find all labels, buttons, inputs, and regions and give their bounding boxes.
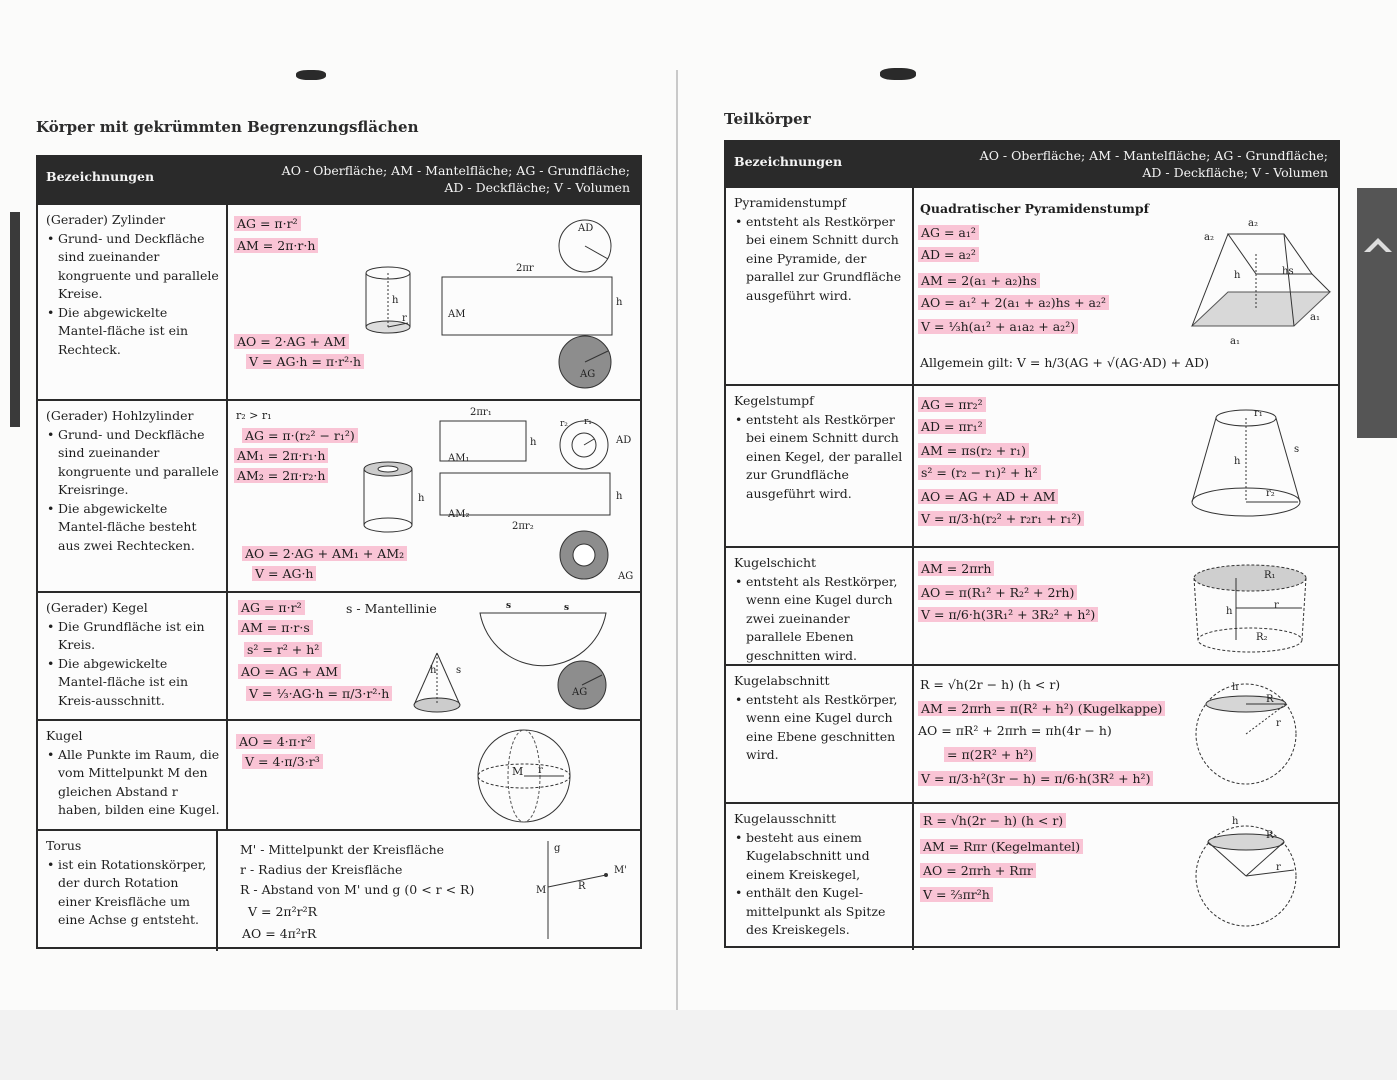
torus-label-mp: M' — [614, 865, 627, 876]
kugel-bullet-1: • Alle Punkte im Raum, die vom Mittelpunkt M den gleichen Abstand r haben, bilden eine Kugel. — [58, 746, 220, 820]
hohlzylinder-formula-ag: AG = π·(r₂² − r₁²) — [242, 428, 358, 443]
kugelabschnitt-name: Kugelabschnitt — [734, 673, 830, 688]
hohlzylinder-label-c2: 2πr₂ — [512, 521, 534, 532]
kegelstumpf-formula-am: AM = πs(r₂ + r₁) — [918, 443, 1029, 458]
zylinder-formula-ao: AO = 2·AG + AM — [234, 334, 349, 349]
kugelabschnitt-formula-v: V = π/3·h²(3r − h) = π/6·h(3R² + h²) — [918, 771, 1153, 786]
zylinder-label-h: h — [392, 295, 399, 306]
header-legend: AO - Oberfläche; AM - Mantelfläche; AG - Grundfläche; AD - Deckfläche; V - Volumen — [281, 163, 630, 195]
zylinder-description — [38, 205, 228, 399]
hohlzylinder-formula-ao: AO = 2·AG + AM₁ + AM₂ — [242, 546, 407, 561]
hohlzylinder-label-h: h — [418, 493, 425, 504]
zylinder-base-circle — [558, 335, 612, 389]
row-torus — [38, 829, 640, 951]
kegel-note-mantellinie: s - Mantellinie — [346, 601, 437, 616]
kugelabschnitt-formula-ao2: = π(2R² + h²) — [944, 747, 1036, 762]
kugelausschnitt-formula-ao: AO = 2πrh + Rπr — [920, 863, 1036, 878]
torus-label-m: M — [536, 885, 547, 896]
kegelstumpf-formula-ao: AO = AG + AD + AM — [918, 489, 1058, 504]
hohlzylinder-bullet-2: • Die abgewickelte Mantel-fläche besteht aus zwei Rechtecken. — [58, 500, 220, 556]
kugelausschnitt-bullet-1: • besteht aus einem Kugelabschnitt und einem Kreiskegel, — [746, 829, 906, 885]
kugel-name: Kugel — [46, 728, 83, 743]
kugelschicht-label-r: r — [1274, 600, 1279, 611]
kegel-bullet-2: • Die abgewickelte Mantel-fläche ist ein Kreis-ausschnitt. — [58, 655, 220, 711]
kugelausschnitt-formula-R: R = √h(2r − h) (h < r) — [920, 813, 1066, 828]
kugelschicht-description — [726, 548, 914, 666]
pyramidenstumpf-formula-v: V = ⅓h(a₁² + a₁a₂ + a₂²) — [918, 319, 1078, 334]
torus-label-R: R — [578, 881, 586, 892]
kegelstumpf-description — [726, 386, 914, 548]
hohlzylinder-description — [38, 401, 228, 593]
kugelschicht-label-h: h — [1226, 606, 1233, 617]
left-page-edge-bar — [10, 212, 20, 427]
kegelstumpf-formula-v: V = π/3·h(r₂² + r₂r₁ + r₁²) — [918, 511, 1084, 526]
kugelabschnitt-formula-R: R = √h(2r − h) (h < r) — [920, 677, 1061, 692]
hohlzylinder-formula-am2: AM₂ = 2π·r₂·h — [234, 468, 328, 483]
hohlzylinder-label-c1: 2πr₁ — [470, 407, 492, 418]
hohlzylinder-label-am2: AM₂ — [448, 509, 470, 520]
kugelschicht-formula-ao: AO = π(R₁² + R₂² + 2rh) — [918, 585, 1077, 600]
zylinder-formula-v: V = AG·h = π·r²·h — [246, 354, 364, 369]
kugelschicht-label-R2: R₂ — [1256, 632, 1268, 643]
hohlzylinder-label-h1: h — [530, 437, 537, 448]
kugel-formula-v: V = 4·π/3·r³ — [242, 754, 323, 769]
left-table — [36, 155, 642, 949]
scan-bottom-margin — [0, 1010, 1397, 1080]
row-kugel — [38, 719, 640, 831]
torus-name: Torus — [46, 838, 82, 853]
binding-smudge-2 — [880, 68, 916, 80]
pyramidenstumpf-subtitle: Quadratischer Pyramidenstumpf — [920, 201, 1149, 216]
up-arrow-icon[interactable] — [1360, 232, 1394, 258]
kugelausschnitt-formula-v: V = ⅔πr²h — [920, 887, 993, 902]
kegelstumpf-label-r2: r₂ — [1266, 488, 1275, 499]
hohlzylinder-label-h2: h — [616, 491, 623, 502]
kugelschicht-diagram — [1192, 556, 1308, 660]
kugelausschnitt-formula-am: AM = Rπr (Kegelmantel) — [920, 839, 1083, 854]
kugelabschnitt-label-h: h — [1232, 682, 1239, 693]
kegelstumpf-name: Kegelstumpf — [734, 393, 814, 408]
row-kegel — [38, 591, 640, 721]
pyramidenstumpf-bullet-1: • entsteht als Restkörper bei einem Schnitt durch eine Pyramide, der parallel zur Grundfläche ausgeführt wird. — [746, 213, 906, 306]
kegel-label-s: s — [456, 665, 462, 676]
zylinder-formula-am: AM = 2π·r·h — [234, 238, 318, 253]
zylinder-bullet-1: • Grund- und Deckfläche sind zueinander kongruente und parallele Kreise. — [58, 230, 220, 304]
right-page-edge-tab — [1357, 188, 1397, 438]
kugelschicht-label-R1: R₁ — [1264, 570, 1276, 581]
kegel-diagram — [410, 649, 464, 715]
page-fold — [676, 70, 678, 1020]
pyramidenstumpf-formula-am: AM = 2(a₁ + a₂)hs — [918, 273, 1040, 288]
kegel-sector-s1: s — [506, 601, 512, 611]
kugelabschnitt-description — [726, 666, 914, 804]
pyramidenstumpf-label-a1-bottom: a₁ — [1230, 336, 1240, 347]
kegel-name: (Gerader) Kegel — [46, 600, 148, 615]
hohlzylinder-label-ag: AG — [618, 571, 634, 582]
kugelabschnitt-label-r: r — [1276, 718, 1281, 729]
hohlzylinder-label-ad: AD — [616, 435, 632, 446]
left-table-header — [38, 157, 640, 205]
zylinder-label-r: r — [402, 313, 407, 324]
kugelabschnitt-bullet-1: • entsteht als Restkörper, wenn eine Kugel durch eine Ebene geschnitten wird. — [746, 691, 906, 765]
kugel-description — [38, 721, 228, 831]
zylinder-label-ad: AD — [578, 223, 594, 234]
kegelstumpf-formula-ag: AG = πr₂² — [918, 397, 986, 412]
kegelstumpf-formula-s: s² = (r₂ − r₁)² + h² — [918, 465, 1041, 480]
hohlzylinder-label-r2: r₂ — [560, 419, 568, 429]
header-bezeichnungen: Bezeichnungen — [46, 169, 155, 184]
hohlzylinder-label-r1: r₁ — [584, 417, 592, 427]
kegel-formula-am: AM = π·r·s — [238, 620, 313, 635]
row-hohlzylinder — [38, 399, 640, 593]
kugelabschnitt-diagram — [1194, 680, 1298, 788]
kegel-base-circle — [556, 659, 608, 711]
header-bezeichnungen: Bezeichnungen — [734, 154, 843, 169]
hohlzylinder-condition: r₂ > r₁ — [236, 409, 272, 422]
zylinder-net-rectangle — [442, 277, 612, 335]
hohlzylinder-formula-am1: AM₁ = 2π·r₁·h — [234, 448, 328, 463]
pyramidenstumpf-formula-ag: AG = a₁² — [918, 225, 979, 240]
kegel-label-h: h — [430, 665, 437, 676]
torus-formula-v: V = 2π²r²R — [248, 904, 318, 919]
kegelstumpf-formula-ad: AD = πr₁² — [918, 419, 986, 434]
zylinder-label-circumference: 2πr — [516, 263, 534, 274]
pyramidenstumpf-description — [726, 188, 914, 384]
kegel-label-ag: AG — [572, 687, 588, 698]
pyramidenstumpf-name: Pyramidenstumpf — [734, 195, 847, 210]
right-page-title: Teilkörper — [724, 110, 811, 128]
kugel-formula-ao: AO = 4·π·r² — [236, 734, 315, 749]
torus-def-R: R - Abstand von M' und g (0 < r < R) — [240, 882, 475, 897]
torus-bullet-1: • ist ein Rotationskörper, der durch Rotation einer Kreisfläche um eine Achse g entsteht. — [58, 856, 210, 930]
kugelschicht-name: Kugelschicht — [734, 555, 817, 570]
row-kegelstumpf — [726, 384, 1338, 548]
pyramidenstumpf-general: Allgemein gilt: V = h/3(AG + √(AG·AD) + AD) — [920, 355, 1209, 370]
kugel-label-m: M — [512, 765, 524, 778]
right-table-header — [726, 142, 1338, 188]
row-kugelausschnitt — [726, 802, 1338, 950]
zylinder-formula-ag: AG = π·r² — [234, 216, 301, 231]
hohlzylinder-bullet-1: • Grund- und Deckfläche sind zueinander kongruente und parallele Kreisringe. — [58, 426, 220, 500]
hohlzylinder-name: (Gerader) Hohlzylinder — [46, 408, 194, 423]
left-page-title: Körper mit gekrümmten Begrenzungsflächen — [36, 118, 419, 136]
kugelausschnitt-label-h: h — [1232, 816, 1239, 827]
torus-description — [38, 831, 218, 951]
torus-def-r: r - Radius der Kreisfläche — [240, 862, 403, 877]
kugelschicht-formula-am: AM = 2πrh — [918, 561, 994, 576]
kegel-formula-v: V = ⅓·AG·h = π/3·r²·h — [246, 686, 392, 701]
kegelstumpf-bullet-1: • entsteht als Restkörper bei einem Schnitt durch einen Kegel, der parallel zur Grundfläche ausgeführt wird. — [746, 411, 906, 504]
kugelabschnitt-formula-ao: AO = πR² + 2πrh = πh(4r − h) — [918, 723, 1112, 738]
kugelausschnitt-label-r: r — [1276, 862, 1281, 873]
kegel-bullet-1: • Die Grundfläche ist ein Kreis. — [58, 618, 220, 655]
kugelausschnitt-diagram — [1194, 814, 1298, 934]
header-legend: AO - Oberfläche; AM - Mantelfläche; AG - Grundfläche; AD - Deckfläche; V - Volumen — [979, 148, 1328, 180]
torus-def-m: M' - Mittelpunkt der Kreisfläche — [240, 842, 445, 857]
zylinder-diagram — [358, 265, 418, 345]
kegel-formula-s: s² = r² + h² — [244, 642, 322, 657]
right-table — [724, 140, 1340, 948]
zylinder-label-am: AM — [448, 309, 466, 320]
pyramidenstumpf-label-h: h — [1234, 270, 1241, 281]
row-kugelschicht — [726, 546, 1338, 666]
hohlzylinder-diagram — [360, 459, 416, 539]
kegel-sector-s2: s — [564, 603, 570, 613]
pyramidenstumpf-label-hs: hs — [1282, 266, 1294, 277]
zylinder-label-ag: AG — [580, 369, 596, 380]
kegelstumpf-label-r1: r₁ — [1254, 408, 1263, 419]
kugelschicht-formula-v: V = π/6·h(3R₁² + 3R₂² + h²) — [918, 607, 1098, 622]
pyramidenstumpf-formula-ad: AD = a₂² — [918, 247, 979, 262]
pyramidenstumpf-label-a2-top: a₂ — [1248, 218, 1258, 229]
kugel-diagram — [474, 727, 574, 825]
row-zylinder — [38, 205, 640, 399]
hohlzylinder-base-ring — [558, 529, 610, 581]
kegelstumpf-label-s: s — [1294, 444, 1300, 455]
zylinder-name: (Gerader) Zylinder — [46, 212, 166, 227]
kugelausschnitt-bullet-2: • enthält den Kugel-mittelpunkt als Spitze des Kreiskegels. — [746, 884, 906, 940]
hohlzylinder-label-am1: AM₁ — [448, 453, 470, 464]
torus-label-g: g — [554, 843, 561, 854]
kegel-formula-ag: AG = π·r² — [238, 600, 305, 615]
row-kugelabschnitt — [726, 664, 1338, 804]
torus-formula-ao: AO = 4π²rR — [242, 926, 317, 941]
pyramidenstumpf-label-a1-side: a₁ — [1310, 312, 1320, 323]
binding-smudge — [296, 70, 326, 80]
kegelstumpf-label-h: h — [1234, 456, 1241, 467]
kugelschicht-bullet-1: • entsteht als Restkörper, wenn eine Kugel durch zwei zueinander parallele Ebenen geschnitten wird. — [746, 573, 906, 666]
kugelausschnitt-label-R: R — [1266, 830, 1274, 841]
kugel-label-r: r — [538, 765, 543, 776]
hohlzylinder-formula-v: V = AG·h — [252, 566, 316, 581]
kugelabschnitt-label-R: R — [1266, 694, 1274, 705]
kugelausschnitt-description — [726, 804, 914, 950]
kugelabschnitt-formula-am: AM = 2πrh = π(R² + h²) (Kugelkappe) — [918, 701, 1165, 716]
pyramidenstumpf-formula-ao: AO = a₁² + 2(a₁ + a₂)hs + a₂² — [918, 295, 1109, 310]
pyramidenstumpf-label-a2-side: a₂ — [1204, 232, 1214, 243]
kegel-description — [38, 593, 228, 721]
zylinder-label-h2: h — [616, 297, 623, 308]
kugelausschnitt-name: Kugelausschnitt — [734, 811, 836, 826]
row-pyramidenstumpf — [726, 188, 1338, 384]
zylinder-bullet-2: • Die abgewickelte Mantel-fläche ist ein Rechteck. — [58, 304, 220, 360]
kegel-formula-ao: AO = AG + AM — [238, 664, 341, 679]
kegelstumpf-diagram — [1186, 406, 1306, 526]
